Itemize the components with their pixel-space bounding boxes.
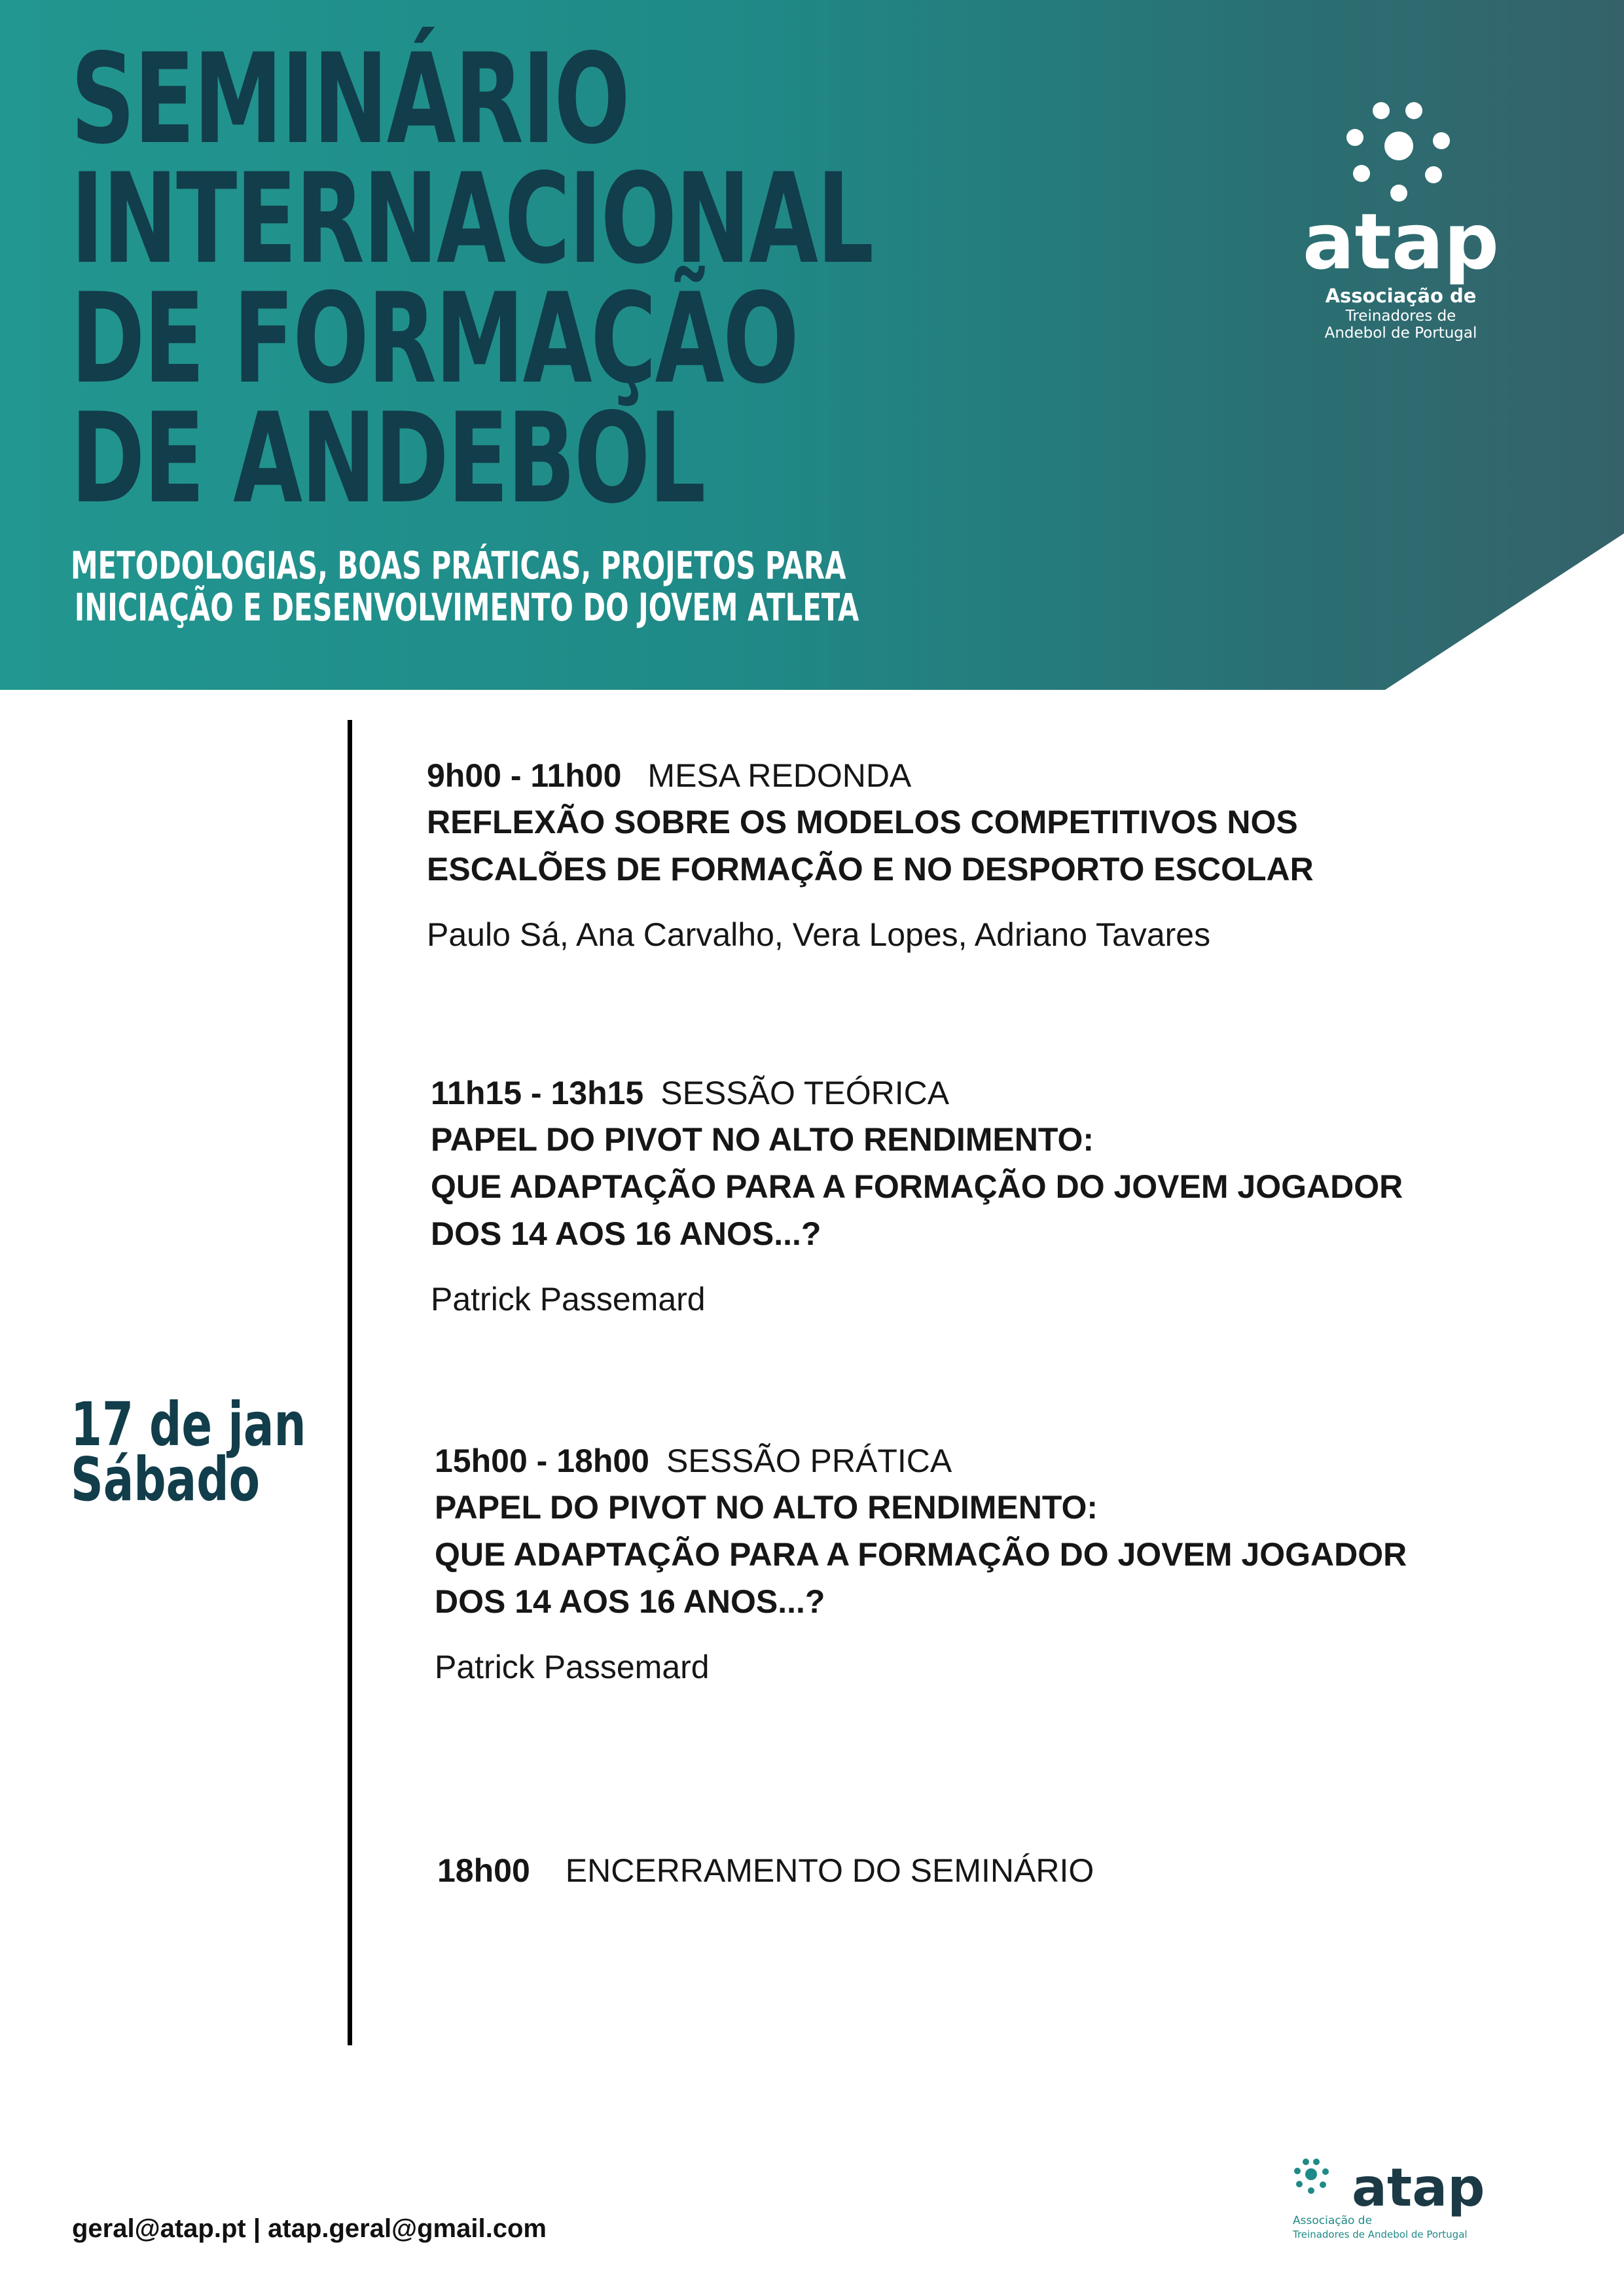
logo-wordmark: atap (1302, 196, 1500, 287)
atap-logo (1270, 101, 1532, 350)
topic-line: QUE ADAPTAÇÃO PARA A FORMAÇÃO DO JOVEM JOGADOR (431, 1168, 1403, 1205)
logo-dots-icon (1346, 102, 1450, 202)
session-topic (431, 1116, 1403, 1257)
topic-line: REFLEXÃO SOBRE OS MODELOS COMPETITIVOS NOS (427, 804, 1298, 840)
subtitle-line: INICIAÇÃO E DESENVOLVIMENTO DO JOVEM ATLETA (74, 585, 859, 630)
schedule-item (431, 1070, 1403, 1319)
topic-line: DOS 14 AOS 16 ANOS...? (431, 1215, 821, 1252)
title-line: DE FORMAÇÃO (71, 266, 798, 411)
session-time: 15h00 - 18h00 (435, 1443, 649, 1479)
schedule-item (427, 753, 1314, 954)
subtitle-line: METODOLOGIAS, BOAS PRÁTICAS, PROJETOS PARA (71, 543, 846, 588)
session-type: ENCERRAMENTO DO SEMINÁRIO (565, 1852, 1094, 1889)
session-time: 11h15 - 13h15 (431, 1075, 644, 1111)
logo-tagline: Treinadores de Andebol de Portugal (1293, 2229, 1468, 2240)
contact-emails: geral@atap.pt | atap.geral@gmail.com (72, 2214, 547, 2243)
session-header (431, 1070, 1403, 1116)
schedule-item (437, 1848, 1094, 1893)
session-speakers: Patrick Passemard (435, 1649, 710, 1685)
topic-line: DOS 14 AOS 16 ANOS...? (435, 1583, 825, 1620)
title-line: DE ANDEBOL (71, 386, 705, 531)
topic-line: PAPEL DO PIVOT NO ALTO RENDIMENTO: (435, 1489, 1098, 1526)
logo-tagline: Treinadores de (1345, 308, 1456, 325)
logo-tagline: Andebol de Portugal (1324, 325, 1477, 342)
session-speakers: Patrick Passemard (431, 1281, 706, 1318)
timeline-divider (348, 720, 352, 2045)
topic-line: ESCALÕES DE FORMAÇÃO E NO DESPORTO ESCOLAR (427, 851, 1314, 888)
session-speakers: Paulo Sá, Ana Carvalho, Vera Lopes, Adriano Tavares (427, 916, 1211, 953)
session-type: MESA REDONDA (647, 757, 912, 794)
title-line: INTERNACIONAL (71, 147, 873, 291)
session-topic (435, 1484, 1407, 1625)
session-header (437, 1848, 1094, 1893)
logo-tagline: Associação de (1293, 2214, 1373, 2227)
date-weekday: Sábado (71, 1444, 261, 1515)
schedule-item (435, 1438, 1407, 1687)
topic-line: QUE ADAPTAÇÃO PARA A FORMAÇÃO DO JOVEM JOGADOR (435, 1536, 1407, 1573)
logo-tagline: Associação de (1325, 285, 1477, 307)
session-time: 18h00 (437, 1852, 530, 1889)
event-date (71, 1390, 306, 1515)
page-title (71, 27, 873, 531)
session-type: SESSÃO PRÁTICA (666, 1443, 952, 1479)
session-header (435, 1438, 1407, 1484)
session-time: 9h00 - 11h00 (427, 757, 622, 794)
session-type: SESSÃO TEÓRICA (660, 1075, 950, 1111)
atap-logo-footer (1286, 2157, 1522, 2248)
date-day: 17 de jan (71, 1390, 306, 1460)
logo-wordmark: atap (1352, 2157, 1485, 2218)
topic-line: PAPEL DO PIVOT NO ALTO RENDIMENTO: (431, 1121, 1094, 1158)
page-subtitle (71, 545, 859, 628)
logo-dots-icon (1294, 2159, 1329, 2194)
title-line: SEMINÁRIO (71, 27, 629, 171)
session-topic (427, 798, 1314, 893)
session-header (427, 753, 1314, 798)
